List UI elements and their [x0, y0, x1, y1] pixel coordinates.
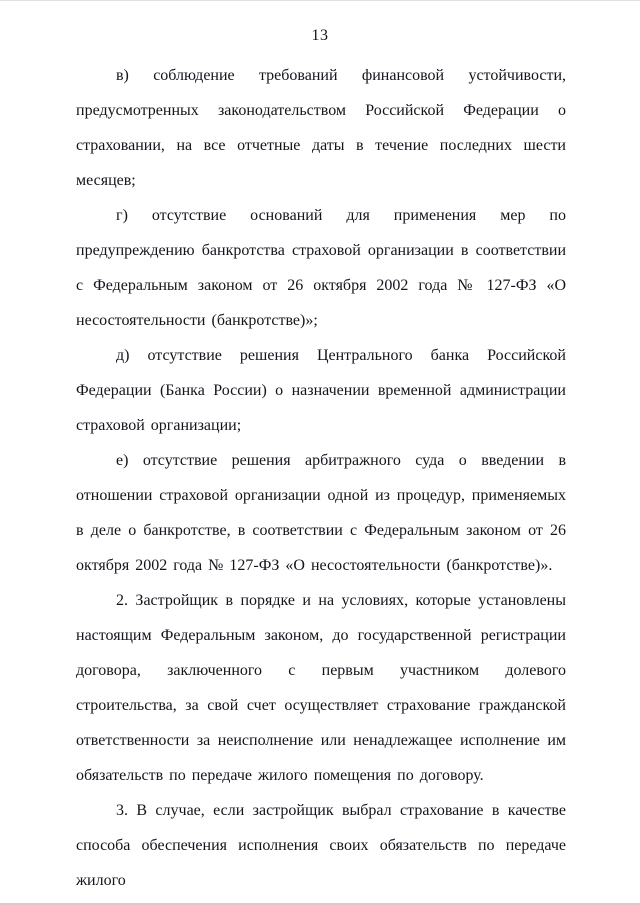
page-number: 13: [311, 27, 329, 44]
paragraph-subitem-e: е) отсутствие решения арбитражного суда о введении в отношении страховой организации одной из процедур, применяемых в деле о банкротстве, в соответствии с Федеральным законом от 26 октября 2002 года № 127-ФЗ «О несостоятельности (банкротстве)».: [76, 452, 566, 574]
paragraph-subitem-g: г) отсутствие оснований для применения мер по предупреждению банкротства страховой организации в соответствии с Федеральным законом от 26 октября 2002 года № 127-ФЗ «О несостоятельности (банкротстве)»;: [76, 207, 566, 329]
paragraph-clause-2: 2. Застройщик в порядке и на условиях, которые установлены настоящим Федеральным законом, до государственной регистрации договора, заключенного с первым участником долевого строительства, за свой счет осуществляет страхование гражданской ответственности за неисполнение или ненадлежащее исполнение им обязательств по передаче жилого помещения по договору.: [76, 592, 566, 784]
paragraph-subitem-d: д) отсутствие решения Центрального банка Российской Федерации (Банка России) о назначении временной администрации страховой организации;: [76, 347, 566, 434]
paragraph-clause-3: 3. В случае, если застройщик выбрал страхование в качестве способа обеспечения исполнения своих обязательств по передаче жилого: [76, 802, 566, 889]
document-body: [76, 58, 566, 898]
paragraph-subitem-v: в) соблюдение требований финансовой устойчивости, предусмотренных законодательством Российской Федерации о страховании, на все отчетные даты в течение последних шести месяцев;: [76, 67, 566, 189]
